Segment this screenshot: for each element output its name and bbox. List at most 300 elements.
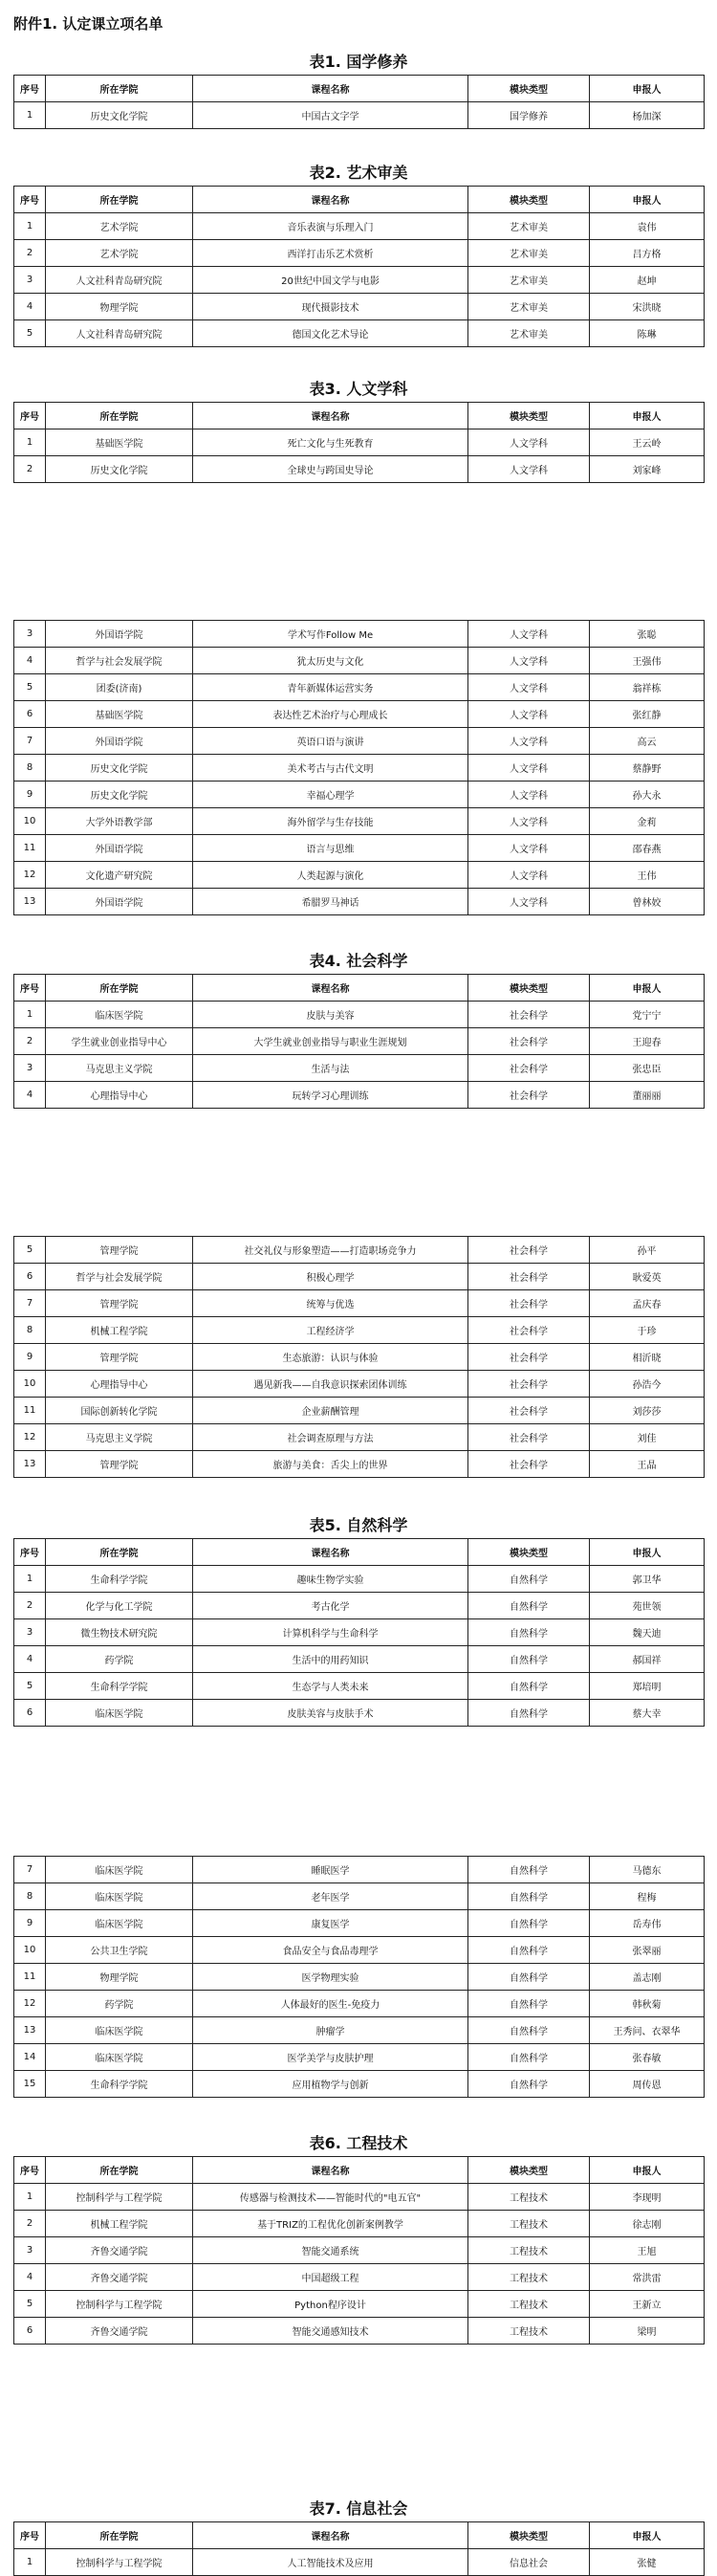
cell-applicant: 孙平 — [590, 1237, 705, 1264]
cell-college: 人文社科青岛研究院 — [46, 267, 193, 294]
table-row — [14, 1857, 705, 1883]
cell-course: 人类起源与演化 — [193, 862, 468, 889]
table-row — [14, 2291, 705, 2318]
table-row — [14, 2184, 705, 2211]
cell-module: 社会科学 — [468, 1028, 590, 1055]
course-table — [13, 75, 705, 129]
cell-college: 公共卫生学院 — [46, 1937, 193, 1964]
cell-college: 心理指导中心 — [46, 1082, 193, 1109]
cell-applicant: 赵坤 — [590, 267, 705, 294]
cell-college: 外国语学院 — [46, 889, 193, 915]
cell-course: 人工智能技术及应用 — [193, 2549, 468, 2576]
table-row — [14, 701, 705, 728]
cell-module: 艺术审美 — [468, 267, 590, 294]
cell-module: 自然科学 — [468, 2017, 590, 2044]
cell-course: 德国文化艺术导论 — [193, 320, 468, 347]
table-row — [14, 294, 705, 320]
cell-college: 团委(济南) — [46, 674, 193, 701]
cell-course: 旅游与美食：舌尖上的世界 — [193, 1451, 468, 1478]
cell-index: 3 — [14, 267, 46, 294]
cell-course: 肿瘤学 — [193, 2017, 468, 2044]
cell-index: 10 — [14, 1371, 46, 1398]
cell-applicant: 周传恩 — [590, 2071, 705, 2098]
column-header: 申报人 — [590, 2522, 705, 2549]
cell-applicant: 董丽丽 — [590, 1082, 705, 1109]
cell-module: 艺术审美 — [468, 240, 590, 267]
cell-applicant: 郑培明 — [590, 1673, 705, 1700]
cell-module: 自然科学 — [468, 1883, 590, 1910]
cell-course: 生态学与人类未来 — [193, 1673, 468, 1700]
table-row — [14, 1055, 705, 1082]
column-header: 模块类型 — [468, 975, 590, 1002]
cell-college: 管理学院 — [46, 1451, 193, 1478]
table-row — [14, 1566, 705, 1593]
cell-course: 老年医学 — [193, 1883, 468, 1910]
cell-index: 1 — [14, 1566, 46, 1593]
table-title: 表6. 工程技术 — [309, 2134, 408, 2152]
cell-index: 11 — [14, 835, 46, 862]
cell-course: 智能交通系统 — [193, 2237, 468, 2264]
cell-college: 基础医学院 — [46, 429, 193, 456]
cell-index: 6 — [14, 1700, 46, 1727]
column-header: 序号 — [14, 403, 46, 429]
table-row — [14, 102, 705, 129]
course-table — [13, 1236, 705, 1478]
column-header: 所在学院 — [46, 975, 193, 1002]
cell-college: 管理学院 — [46, 1344, 193, 1371]
table-row — [14, 1619, 705, 1646]
cell-index: 2 — [14, 1028, 46, 1055]
cell-index: 10 — [14, 808, 46, 835]
cell-index: 8 — [14, 1883, 46, 1910]
cell-college: 临床医学院 — [46, 2017, 193, 2044]
table-row — [14, 1424, 705, 1451]
table-row — [14, 621, 705, 648]
cell-applicant: 程梅 — [590, 1883, 705, 1910]
table-row — [14, 862, 705, 889]
cell-index: 7 — [14, 728, 46, 755]
cell-module: 人文学科 — [468, 755, 590, 782]
cell-module: 人文学科 — [468, 648, 590, 674]
cell-applicant: 郝国祥 — [590, 1646, 705, 1673]
cell-index: 1 — [14, 102, 46, 129]
cell-index: 7 — [14, 1290, 46, 1317]
table-row — [14, 1398, 705, 1424]
cell-index: 11 — [14, 1964, 46, 1991]
column-header: 申报人 — [590, 975, 705, 1002]
cell-college: 马克思主义学院 — [46, 1055, 193, 1082]
table-header-row — [14, 2157, 705, 2184]
cell-index: 13 — [14, 889, 46, 915]
cell-module: 自然科学 — [468, 1593, 590, 1619]
cell-index: 5 — [14, 674, 46, 701]
cell-index: 12 — [14, 1991, 46, 2017]
cell-college: 化学与化工学院 — [46, 1593, 193, 1619]
cell-course: 音乐表演与乐理入门 — [193, 213, 468, 240]
cell-module: 信息社会 — [468, 2549, 590, 2576]
cell-course: 生活与法 — [193, 1055, 468, 1082]
table-row — [14, 1910, 705, 1937]
column-header: 课程名称 — [193, 1539, 468, 1566]
table-row — [14, 782, 705, 808]
cell-course: 应用植物学与创新 — [193, 2071, 468, 2098]
table-title: 表4. 社会科学 — [309, 952, 408, 970]
cell-applicant: 王伟 — [590, 862, 705, 889]
column-header: 课程名称 — [193, 975, 468, 1002]
table-header-row — [14, 975, 705, 1002]
table-row — [14, 213, 705, 240]
cell-index: 3 — [14, 1619, 46, 1646]
cell-index: 1 — [14, 429, 46, 456]
column-header: 模块类型 — [468, 2157, 590, 2184]
table-row — [14, 267, 705, 294]
cell-course: 幸福心理学 — [193, 782, 468, 808]
table-row — [14, 1991, 705, 2017]
course-table — [13, 2521, 705, 2576]
cell-college: 物理学院 — [46, 294, 193, 320]
column-header: 序号 — [14, 2522, 46, 2549]
cell-applicant: 梁明 — [590, 2318, 705, 2345]
cell-applicant: 王晶 — [590, 1451, 705, 1478]
cell-college: 艺术学院 — [46, 213, 193, 240]
table-row — [14, 1317, 705, 1344]
cell-applicant: 陈琳 — [590, 320, 705, 347]
table-title: 表7. 信息社会 — [309, 2499, 408, 2518]
table-row — [14, 1028, 705, 1055]
table-row — [14, 1082, 705, 1109]
cell-applicant: 金莉 — [590, 808, 705, 835]
cell-college: 艺术学院 — [46, 240, 193, 267]
cell-index: 9 — [14, 1910, 46, 1937]
table-row — [14, 1344, 705, 1371]
cell-module: 自然科学 — [468, 2071, 590, 2098]
cell-applicant: 刘家峰 — [590, 456, 705, 483]
table-row — [14, 648, 705, 674]
cell-index: 1 — [14, 2549, 46, 2576]
cell-module: 人文学科 — [468, 674, 590, 701]
table-row — [14, 429, 705, 456]
cell-module: 社会科学 — [468, 1317, 590, 1344]
cell-applicant: 张春敏 — [590, 2044, 705, 2071]
column-header: 课程名称 — [193, 2157, 468, 2184]
table-row — [14, 456, 705, 483]
cell-college: 控制科学与工程学院 — [46, 2291, 193, 2318]
cell-course: 统筹与优选 — [193, 1290, 468, 1317]
cell-college: 临床医学院 — [46, 1910, 193, 1937]
course-table — [13, 974, 705, 1109]
cell-index: 2 — [14, 2211, 46, 2237]
table-row — [14, 1451, 705, 1478]
column-header: 课程名称 — [193, 2522, 468, 2549]
column-header: 序号 — [14, 76, 46, 102]
cell-college: 临床医学院 — [46, 1857, 193, 1883]
column-header: 申报人 — [590, 76, 705, 102]
cell-college: 机械工程学院 — [46, 2211, 193, 2237]
column-header: 序号 — [14, 187, 46, 213]
cell-college: 机械工程学院 — [46, 1317, 193, 1344]
cell-module: 工程技术 — [468, 2211, 590, 2237]
cell-index: 2 — [14, 1593, 46, 1619]
cell-college: 历史文化学院 — [46, 755, 193, 782]
table-row — [14, 1290, 705, 1317]
cell-index: 3 — [14, 621, 46, 648]
cell-module: 艺术审美 — [468, 213, 590, 240]
cell-applicant: 王秀问、衣翠华 — [590, 2017, 705, 2044]
cell-module: 人文学科 — [468, 429, 590, 456]
cell-index: 6 — [14, 2318, 46, 2345]
cell-module: 艺术审美 — [468, 294, 590, 320]
cell-course: 表达性艺术治疗与心理成长 — [193, 701, 468, 728]
cell-module: 社会科学 — [468, 1264, 590, 1290]
cell-index: 9 — [14, 1344, 46, 1371]
column-header: 序号 — [14, 975, 46, 1002]
cell-index: 4 — [14, 648, 46, 674]
cell-index: 10 — [14, 1937, 46, 1964]
cell-module: 自然科学 — [468, 1566, 590, 1593]
cell-course: 语言与思维 — [193, 835, 468, 862]
cell-course: 20世纪中国文学与电影 — [193, 267, 468, 294]
cell-course: 中国超级工程 — [193, 2264, 468, 2291]
cell-college: 哲学与社会发展学院 — [46, 1264, 193, 1290]
cell-college: 人文社科青岛研究院 — [46, 320, 193, 347]
cell-course: 传感器与检测技术——智能时代的"电五官" — [193, 2184, 468, 2211]
cell-index: 12 — [14, 862, 46, 889]
column-header: 所在学院 — [46, 403, 193, 429]
cell-course: 社交礼仪与形象塑造——打造职场竞争力 — [193, 1237, 468, 1264]
cell-course: 工程经济学 — [193, 1317, 468, 1344]
column-header: 所在学院 — [46, 2157, 193, 2184]
cell-index: 15 — [14, 2071, 46, 2098]
cell-applicant: 张聪 — [590, 621, 705, 648]
cell-applicant: 魏天迪 — [590, 1619, 705, 1646]
cell-course: 医学物理实验 — [193, 1964, 468, 1991]
cell-course: 现代摄影技术 — [193, 294, 468, 320]
column-header: 所在学院 — [46, 76, 193, 102]
table-header-row — [14, 403, 705, 429]
cell-applicant: 王云岭 — [590, 429, 705, 456]
cell-course: 企业薪酬管理 — [193, 1398, 468, 1424]
cell-course: 生态旅游：认识与体验 — [193, 1344, 468, 1371]
cell-index: 1 — [14, 2184, 46, 2211]
cell-course: 美术考古与古代文明 — [193, 755, 468, 782]
cell-index: 1 — [14, 213, 46, 240]
cell-course: 皮肤美容与皮肤手术 — [193, 1700, 468, 1727]
cell-index: 2 — [14, 240, 46, 267]
cell-module: 工程技术 — [468, 2264, 590, 2291]
cell-index: 4 — [14, 294, 46, 320]
column-header: 模块类型 — [468, 76, 590, 102]
cell-college: 控制科学与工程学院 — [46, 2184, 193, 2211]
column-header: 申报人 — [590, 403, 705, 429]
cell-course: 考古化学 — [193, 1593, 468, 1619]
table-header-row — [14, 1539, 705, 1566]
cell-index: 13 — [14, 2017, 46, 2044]
cell-course: 基于TRIZ的工程优化创新案例教学 — [193, 2211, 468, 2237]
cell-module: 社会科学 — [468, 1002, 590, 1028]
cell-index: 14 — [14, 2044, 46, 2071]
cell-course: 西洋打击乐艺术赏析 — [193, 240, 468, 267]
cell-index: 4 — [14, 2264, 46, 2291]
table-row — [14, 755, 705, 782]
cell-course: 犹太历史与文化 — [193, 648, 468, 674]
column-header: 所在学院 — [46, 1539, 193, 1566]
cell-college: 大学外语教学部 — [46, 808, 193, 835]
cell-course: 睡眠医学 — [193, 1857, 468, 1883]
cell-applicant: 郭卫华 — [590, 1566, 705, 1593]
course-table — [13, 2156, 705, 2345]
cell-applicant: 马德东 — [590, 1857, 705, 1883]
cell-applicant: 王迎春 — [590, 1028, 705, 1055]
cell-course: 英语口语与演讲 — [193, 728, 468, 755]
cell-index: 8 — [14, 755, 46, 782]
cell-course: 人体最好的医生-免疫力 — [193, 1991, 468, 2017]
table-row — [14, 889, 705, 915]
cell-module: 人文学科 — [468, 835, 590, 862]
cell-module: 社会科学 — [468, 1055, 590, 1082]
column-header: 申报人 — [590, 2157, 705, 2184]
table-row — [14, 2017, 705, 2044]
cell-college: 物理学院 — [46, 1964, 193, 1991]
cell-index: 7 — [14, 1857, 46, 1883]
cell-college: 微生物技术研究院 — [46, 1619, 193, 1646]
cell-module: 人文学科 — [468, 456, 590, 483]
table-row — [14, 1371, 705, 1398]
table-row — [14, 1673, 705, 1700]
cell-applicant: 韩秋菊 — [590, 1991, 705, 2017]
column-header: 课程名称 — [193, 187, 468, 213]
cell-applicant: 邵春燕 — [590, 835, 705, 862]
cell-applicant: 王新立 — [590, 2291, 705, 2318]
cell-index: 5 — [14, 320, 46, 347]
table-row — [14, 1264, 705, 1290]
cell-applicant: 常洪雷 — [590, 2264, 705, 2291]
cell-index: 9 — [14, 782, 46, 808]
table-row — [14, 728, 705, 755]
cell-module: 工程技术 — [468, 2237, 590, 2264]
table-row — [14, 2549, 705, 2576]
cell-module: 人文学科 — [468, 621, 590, 648]
cell-applicant: 袁伟 — [590, 213, 705, 240]
cell-college: 管理学院 — [46, 1237, 193, 1264]
cell-course: 食品安全与食品毒理学 — [193, 1937, 468, 1964]
course-table — [13, 1538, 705, 1727]
cell-module: 人文学科 — [468, 701, 590, 728]
column-header: 模块类型 — [468, 2522, 590, 2549]
cell-college: 学生就业创业指导中心 — [46, 1028, 193, 1055]
cell-index: 13 — [14, 1451, 46, 1478]
cell-college: 历史文化学院 — [46, 456, 193, 483]
column-header: 序号 — [14, 2157, 46, 2184]
cell-module: 人文学科 — [468, 889, 590, 915]
cell-college: 齐鲁交通学院 — [46, 2318, 193, 2345]
table-header-row — [14, 76, 705, 102]
cell-college: 外国语学院 — [46, 728, 193, 755]
table-row — [14, 1937, 705, 1964]
cell-course: 医学美学与皮肤护理 — [193, 2044, 468, 2071]
table-row — [14, 2318, 705, 2345]
cell-college: 生命科学学院 — [46, 1566, 193, 1593]
cell-college: 文化遗产研究院 — [46, 862, 193, 889]
cell-course: 趣味生物学实验 — [193, 1566, 468, 1593]
cell-college: 临床医学院 — [46, 2044, 193, 2071]
cell-course: 大学生就业创业指导与职业生涯规划 — [193, 1028, 468, 1055]
cell-index: 11 — [14, 1398, 46, 1424]
column-header: 申报人 — [590, 187, 705, 213]
cell-index: 5 — [14, 1237, 46, 1264]
cell-college: 齐鲁交通学院 — [46, 2264, 193, 2291]
cell-college: 哲学与社会发展学院 — [46, 648, 193, 674]
table-row — [14, 1237, 705, 1264]
cell-course: 玩转学习心理训练 — [193, 1082, 468, 1109]
cell-college: 药学院 — [46, 1646, 193, 1673]
cell-applicant: 蔡静野 — [590, 755, 705, 782]
doc-title: 附件1. 认定课立项名单 — [13, 15, 163, 33]
table-title: 表2. 艺术审美 — [309, 164, 408, 182]
course-table — [13, 186, 705, 347]
cell-applicant: 杨加深 — [590, 102, 705, 129]
cell-course: 计算机科学与生命科学 — [193, 1619, 468, 1646]
table-row — [14, 1883, 705, 1910]
cell-module: 社会科学 — [468, 1424, 590, 1451]
cell-college: 历史文化学院 — [46, 102, 193, 129]
cell-applicant: 孙大永 — [590, 782, 705, 808]
cell-module: 人文学科 — [468, 782, 590, 808]
cell-applicant: 宋洪晓 — [590, 294, 705, 320]
cell-college: 心理指导中心 — [46, 1371, 193, 1398]
cell-course: 积极心理学 — [193, 1264, 468, 1290]
cell-module: 国学修养 — [468, 102, 590, 129]
cell-college: 生命科学学院 — [46, 1673, 193, 1700]
cell-college: 国际创新转化学院 — [46, 1398, 193, 1424]
cell-college: 管理学院 — [46, 1290, 193, 1317]
cell-index: 5 — [14, 2291, 46, 2318]
cell-applicant: 相沂晓 — [590, 1344, 705, 1371]
cell-applicant: 翁祥栋 — [590, 674, 705, 701]
cell-course: 全球史与跨国史导论 — [193, 456, 468, 483]
cell-college: 临床医学院 — [46, 1700, 193, 1727]
column-header: 模块类型 — [468, 403, 590, 429]
cell-applicant: 高云 — [590, 728, 705, 755]
cell-module: 社会科学 — [468, 1290, 590, 1317]
table-row — [14, 320, 705, 347]
cell-college: 临床医学院 — [46, 1883, 193, 1910]
cell-college: 齐鲁交通学院 — [46, 2237, 193, 2264]
cell-index: 12 — [14, 1424, 46, 1451]
column-header: 模块类型 — [468, 187, 590, 213]
cell-index: 5 — [14, 1673, 46, 1700]
cell-index: 3 — [14, 2237, 46, 2264]
cell-applicant: 耿爱英 — [590, 1264, 705, 1290]
cell-applicant: 岳寿伟 — [590, 1910, 705, 1937]
cell-course: 死亡文化与生死教育 — [193, 429, 468, 456]
table-row — [14, 808, 705, 835]
table-row — [14, 1964, 705, 1991]
table-row — [14, 2044, 705, 2071]
cell-module: 社会科学 — [468, 1451, 590, 1478]
cell-applicant: 曾林姣 — [590, 889, 705, 915]
cell-applicant: 徐志刚 — [590, 2211, 705, 2237]
cell-module: 工程技术 — [468, 2184, 590, 2211]
cell-applicant: 张忠臣 — [590, 1055, 705, 1082]
cell-module: 艺术审美 — [468, 320, 590, 347]
cell-college: 控制科学与工程学院 — [46, 2549, 193, 2576]
cell-module: 自然科学 — [468, 1857, 590, 1883]
cell-module: 社会科学 — [468, 1237, 590, 1264]
cell-module: 人文学科 — [468, 808, 590, 835]
cell-index: 4 — [14, 1082, 46, 1109]
cell-index: 4 — [14, 1646, 46, 1673]
cell-course: 学术写作Follow Me — [193, 621, 468, 648]
